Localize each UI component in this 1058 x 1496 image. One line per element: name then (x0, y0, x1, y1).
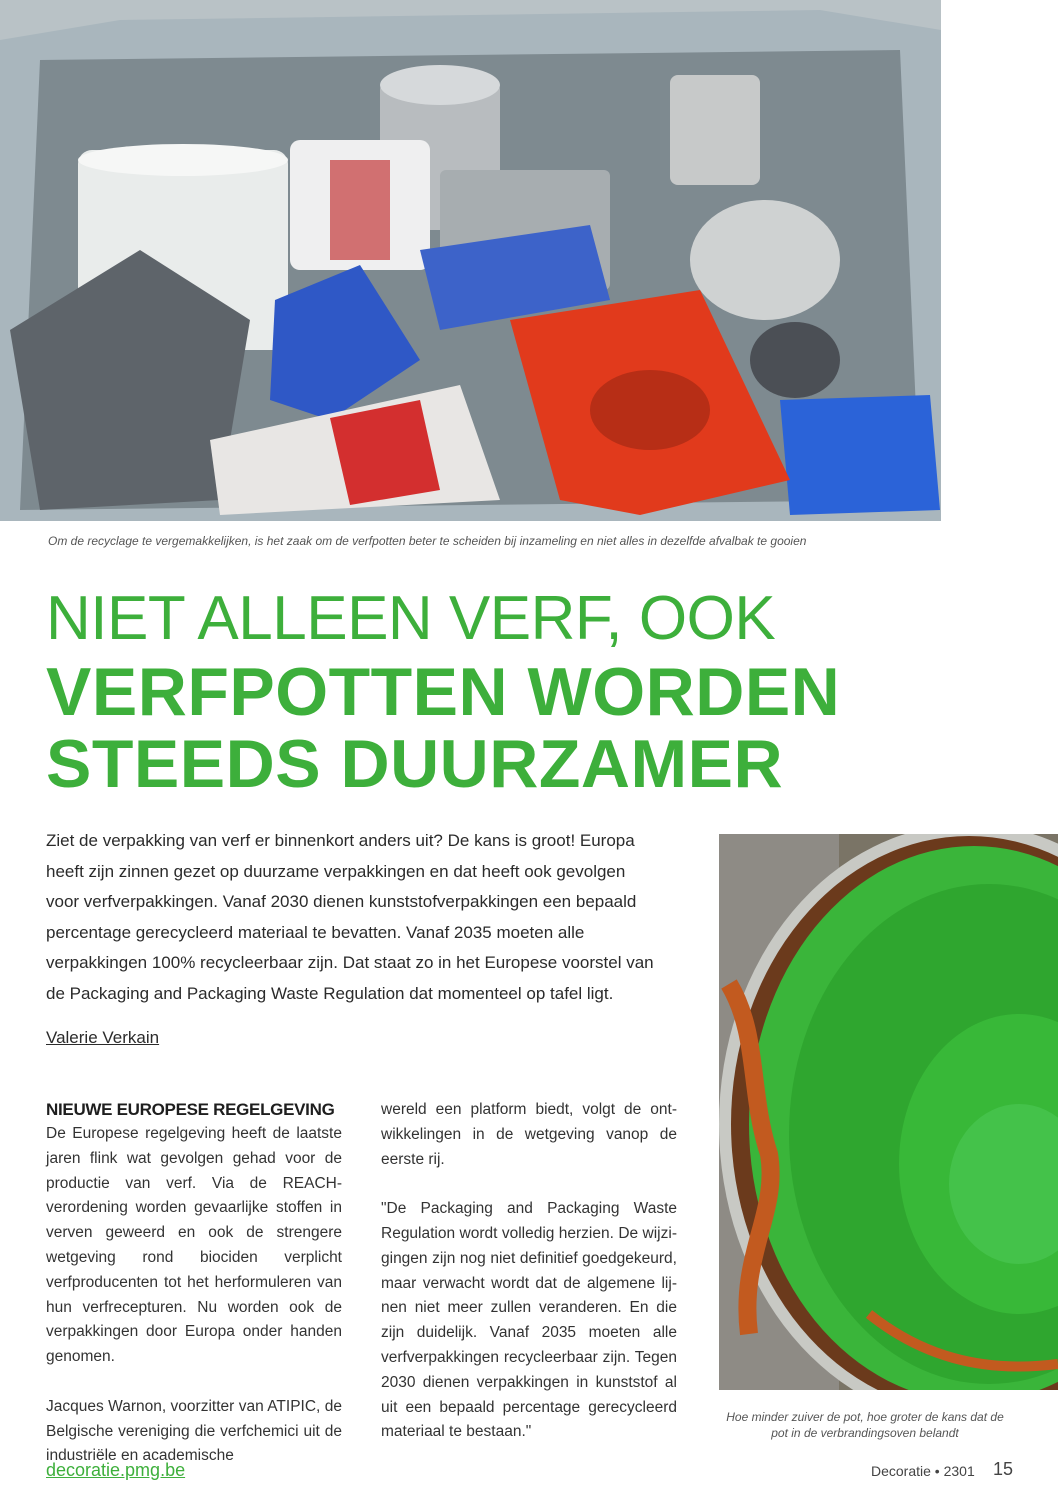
page-number: 15 (993, 1459, 1014, 1479)
body-paragraph: Jacques Warnon, voorzitter van ATIPIC, de Belgische vereniging die verfchemici uit de industriële en academische (46, 1397, 342, 1465)
footer-magazine-issue: Decoratie • 2301 (871, 1463, 975, 1479)
right-photo (719, 834, 1058, 1390)
green-paint-pot-photo-icon (719, 834, 1058, 1390)
body-paragraph: wereld een platform biedt, volgt de ontwikkelingen in de wetgeving vanop de eerste rij. (381, 1101, 677, 1168)
top-photo (0, 0, 941, 521)
footer-website-link[interactable]: decoratie.pmg.be (46, 1460, 186, 1480)
top-photo-caption: Om de recyclage te vergemakkelijken, is het zaak om de verfpotten beter te scheiden bij inzameling en niet alles in dezelfde afvalbak te gooien (48, 534, 807, 548)
right-photo-caption: Hoe minder zuiver de pot, hoe groter de kans dat de pot in de verbrandingsoven belandt (726, 1410, 1004, 1440)
author-link[interactable]: Valerie Verkain (46, 1028, 160, 1047)
headline-line-3: STEEDS DUURZAMER (46, 726, 784, 802)
section-subheading: NIEUWE EUROPESE REGELGEVING (46, 1100, 335, 1119)
intro-paragraph: Ziet de verpakking van verf er binnenkort anders uit? De kans is groot! Europa heeft zijn zinnen gezet op duurzame verpakkingen en dat heeft ook gevolgen voor verfverpakkingen. Vanaf 2030 dienen kunststofverpakkingen een bepaald percentage gerecycleerd materiaal te bevatten. Vanaf 2035 moeten alle verpakkingen 100% recycleerbaar zijn. Dat staat zo in het Europese voorstel van de Packaging and Packaging Waste Regulation dat momenteel op tafel ligt. (46, 831, 654, 1003)
body-paragraph: De Europese regelgeving heeft de laatste jaren flink wat gevolgen gehad voor de productie van verf. Via de REACH-verordening worden gevaarlijke stoffen in verven geweerd en ook de strengere wetgeving rond biociden verplicht verfproducenten tot het herformuleren van hun verfrecepturen. Nu worden ook de verpakkingen door Europa onder handen genomen. (46, 1125, 342, 1366)
body-column-right (381, 1098, 677, 1470)
paint-cans-bin-photo-icon (0, 0, 941, 521)
body-column-left (46, 1098, 342, 1494)
headline-line-1: NIET ALLEEN VERF, OOK (46, 584, 776, 653)
body-paragraph: "De Packaging and Packaging Waste Regulation wordt volledig herzien. De wijzigingen zijn nog niet definitief goedgekeurd, maar verwacht wordt dat de algemene lijnen niet meer zullen veranderen. En die zijn duidelijk. Vanaf 2035 moeten alle verfverpakkingen recycleerbaar zijn. Tegen 2030 dienen verpakkingen in kunststof al uit een bepaald percentage gerecycleerd materiaal te bestaan." (381, 1200, 677, 1441)
headline-line-2: VERFPOTTEN WORDEN (46, 654, 841, 730)
